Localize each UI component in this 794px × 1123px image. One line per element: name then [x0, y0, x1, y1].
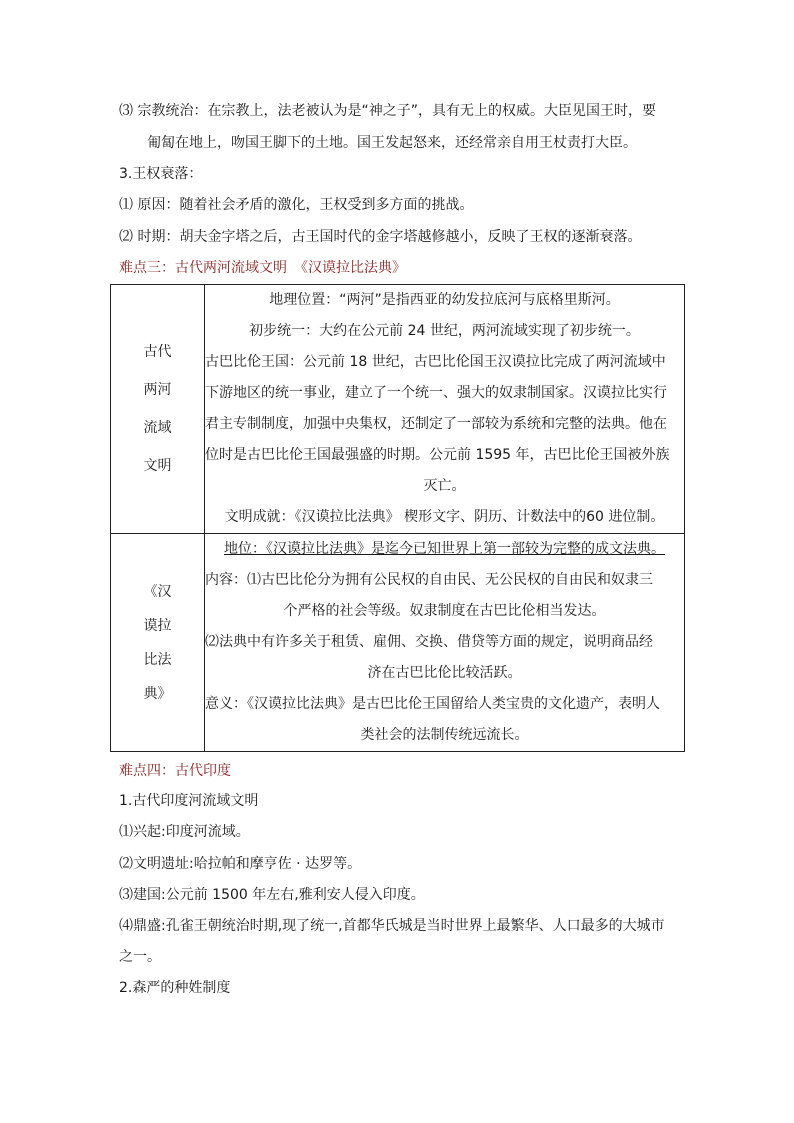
row-content-mesopotamia [205, 285, 685, 534]
babylon-line-1: 古巴比伦王国：公元前 18 世纪，古巴比伦国王汉谟拉比完成了两河流域中 [205, 354, 666, 370]
babylon-line-2: 下游地区的统一事业，建立了一个统一、强大的奴隶制国家。汉谟拉比实行 [205, 385, 667, 401]
difficulty-3-heading: 难点三：古代两河流域文明 《汉谟拉比法典》 [119, 260, 406, 276]
table-row [111, 534, 685, 752]
label-char: 两河 [143, 382, 172, 398]
row-label-mesopotamia [111, 285, 205, 534]
status-line: 地位：《汉谟拉比法典》是迄今已知世界上第一部较为完整的成文法典。 [224, 541, 665, 557]
list-item: ⑵文明遗址:哈拉帕和摩亨佐 · 达罗等。 [119, 856, 362, 872]
difficulty-4-heading: 难点四：古代印度 [119, 763, 231, 779]
label-char: 古代 [143, 344, 172, 360]
paragraph-religion-line-2: 匍匐在地上，吻国王脚下的土地。国王发起怒来，还经常亲自用王杖责打大臣。 [147, 135, 637, 151]
list-item: ⑴兴起:印度河流域。 [119, 824, 250, 840]
india-section-2-title: 2.森严的种姓制度 [119, 980, 231, 996]
label-char: 比法 [143, 651, 172, 668]
content-line-4: 济在古巴比伦比较活跃。 [367, 665, 522, 681]
geography-line: 地理位置：“两河”是指西亚的幼发拉底河与底格里斯河。 [269, 292, 620, 308]
list-item: ⑷鼎盛:孔雀王朝统治时期,现了统一,首都华氏城是当时世界上最繁华、人口最多的大城市 [119, 918, 665, 934]
babylon-line-4: 位时是古巴比伦王国最强盛的时期。公元前 1595 年，古巴比伦王国被外族 [205, 447, 670, 463]
content-line-1: 内容：⑴古巴比伦分为拥有公民权的自由民、无公民权的自由民和奴隶三 [205, 572, 653, 588]
india-section-1-title: 1.古代印度河流域文明 [119, 793, 259, 809]
label-char: 文明 [143, 458, 172, 474]
hammurabi-table [110, 284, 685, 752]
content-line-2: 个严格的社会等级。奴隶制度在古巴比伦相当发达。 [283, 603, 606, 619]
table-row [111, 285, 685, 534]
content-line-3: ⑵法典中有许多关于租赁、雇佣、交换、借贷等方面的规定，说明商品经 [205, 634, 653, 650]
list-item-continuation: 之一。 [119, 949, 161, 965]
babylon-line-5: 灭亡。 [423, 478, 466, 494]
section-3-item-1: ⑴ 原因：随着社会矛盾的激化，王权受到多方面的挑战。 [119, 197, 474, 213]
significance-line-2: 类社会的法制传统远流长。 [360, 727, 529, 743]
label-char: 流域 [143, 420, 172, 436]
label-char: 谟拉 [143, 617, 172, 634]
unification-line: 初步统一：大约在公元前 24 世纪，两河流域实现了初步统一。 [249, 323, 640, 339]
achievements-line: 文明成就：《汉谟拉比法典》 楔形文字、阴历、计数法中的60 进位制。 [224, 509, 665, 525]
significance-line-1: 意义：《汉谟拉比法典》是古巴比伦王国留给人类宝贵的文化遗产，表明人 [205, 696, 660, 712]
label-char: 典》 [143, 685, 172, 702]
row-label-code [111, 534, 205, 752]
label-char: 《汉 [143, 583, 172, 600]
section-3-title: 3.王权衰落： [119, 166, 203, 182]
section-3-item-2: ⑵ 时期：胡夫金字塔之后，古王国时代的金字塔越修越小，反映了王权的逐渐衰落。 [119, 229, 642, 245]
paragraph-religion-line-1: ⑶ 宗教统治：在宗教上，法老被认为是“神之子”，具有无上的权威。大臣见国王时，要 [119, 103, 656, 119]
row-content-code [205, 534, 685, 752]
list-item: ⑶建国:公元前 1500 年左右,雅利安人侵入印度。 [119, 887, 425, 903]
babylon-line-3: 君主专制制度，加强中央集权，还制定了一部较为系统和完整的法典。他在 [205, 416, 667, 432]
